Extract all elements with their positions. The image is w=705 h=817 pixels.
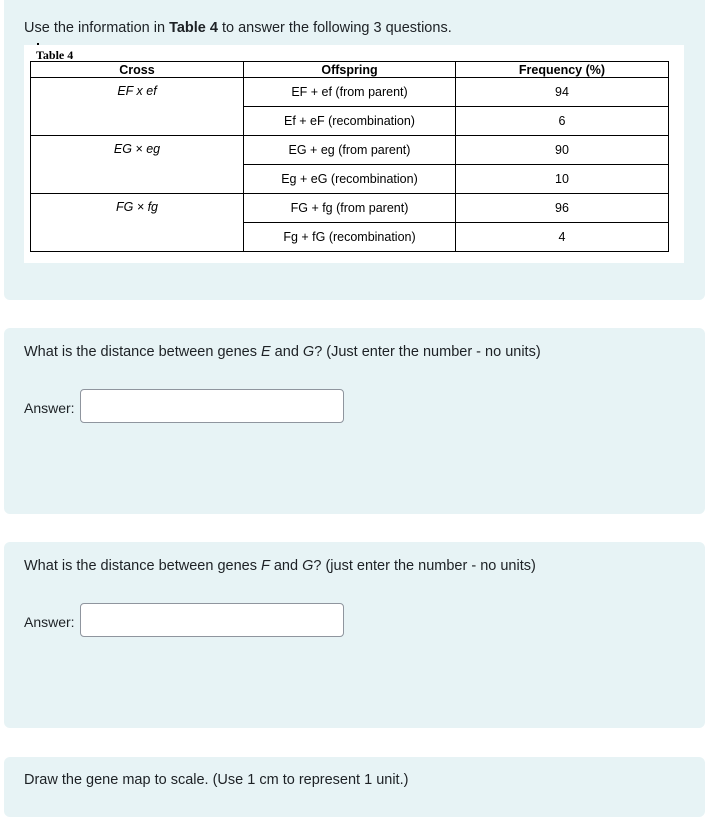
table-image bbox=[24, 45, 684, 263]
q2-prompt-end: ? (just enter the number - no units) bbox=[313, 558, 536, 574]
data-table bbox=[30, 61, 669, 252]
table-header-row bbox=[31, 62, 669, 78]
answer-input-2[interactable] bbox=[80, 603, 344, 637]
table-row bbox=[31, 194, 669, 223]
intro-table-ref: Table 4 bbox=[169, 20, 218, 36]
q1-prompt-start: What is the distance between genes bbox=[24, 344, 261, 360]
q1-gene-2: G bbox=[302, 344, 315, 360]
q2-prompt-start: What is the distance between genes bbox=[24, 558, 261, 574]
frequency-cell: 90 bbox=[455, 136, 668, 165]
cross-cell: EF x ef bbox=[31, 78, 244, 136]
header-offspring: Offspring bbox=[244, 62, 456, 78]
q2-gene-2: G bbox=[302, 558, 314, 574]
table-row bbox=[31, 136, 669, 165]
answer-label: Answer: bbox=[24, 400, 75, 416]
offspring-cell: Eg + eG (recombination) bbox=[244, 165, 456, 194]
intro-card bbox=[4, 0, 705, 300]
offspring-cell: EG + eg (from parent) bbox=[244, 136, 456, 165]
intro-suffix: to answer the following 3 questions. bbox=[217, 20, 452, 36]
q1-prompt-mid: and bbox=[270, 344, 303, 360]
cross-cell: FG × fg bbox=[31, 194, 244, 252]
answer-input-1[interactable] bbox=[80, 389, 344, 423]
frequency-cell: 94 bbox=[455, 78, 668, 107]
header-cross: Cross bbox=[31, 62, 244, 78]
frequency-cell: 6 bbox=[455, 107, 668, 136]
header-frequency: Frequency (%) bbox=[455, 62, 668, 78]
question-3-text: Draw the gene map to scale. (Use 1 cm to represent 1 unit.) bbox=[24, 772, 409, 788]
q1-prompt-end: ? (Just enter the number - no units) bbox=[314, 344, 541, 360]
q2-gene-1: F bbox=[260, 558, 270, 574]
q2-prompt-mid: and bbox=[269, 558, 303, 574]
question-2-text bbox=[24, 558, 536, 574]
table-caption: Table 4 bbox=[36, 48, 74, 62]
cross-cell: EG × eg bbox=[31, 136, 244, 194]
question-card-1 bbox=[4, 328, 705, 514]
intro-prefix: Use the information in bbox=[24, 20, 170, 36]
answer-label: Answer: bbox=[24, 614, 75, 630]
offspring-cell: EF + ef (from parent) bbox=[244, 78, 456, 107]
intro-text bbox=[24, 20, 452, 36]
q1-gene-1: E bbox=[260, 344, 271, 360]
question-1-text bbox=[24, 344, 541, 360]
offspring-cell: Ef + eF (recombination) bbox=[244, 107, 456, 136]
table-row bbox=[31, 78, 669, 107]
frequency-cell: 10 bbox=[455, 165, 668, 194]
question-card-3 bbox=[4, 757, 705, 817]
caption-mark bbox=[37, 43, 39, 45]
frequency-cell: 4 bbox=[455, 223, 668, 252]
frequency-cell: 96 bbox=[455, 194, 668, 223]
offspring-cell: FG + fg (from parent) bbox=[244, 194, 456, 223]
offspring-cell: Fg + fG (recombination) bbox=[244, 223, 456, 252]
question-card-2 bbox=[4, 542, 705, 728]
